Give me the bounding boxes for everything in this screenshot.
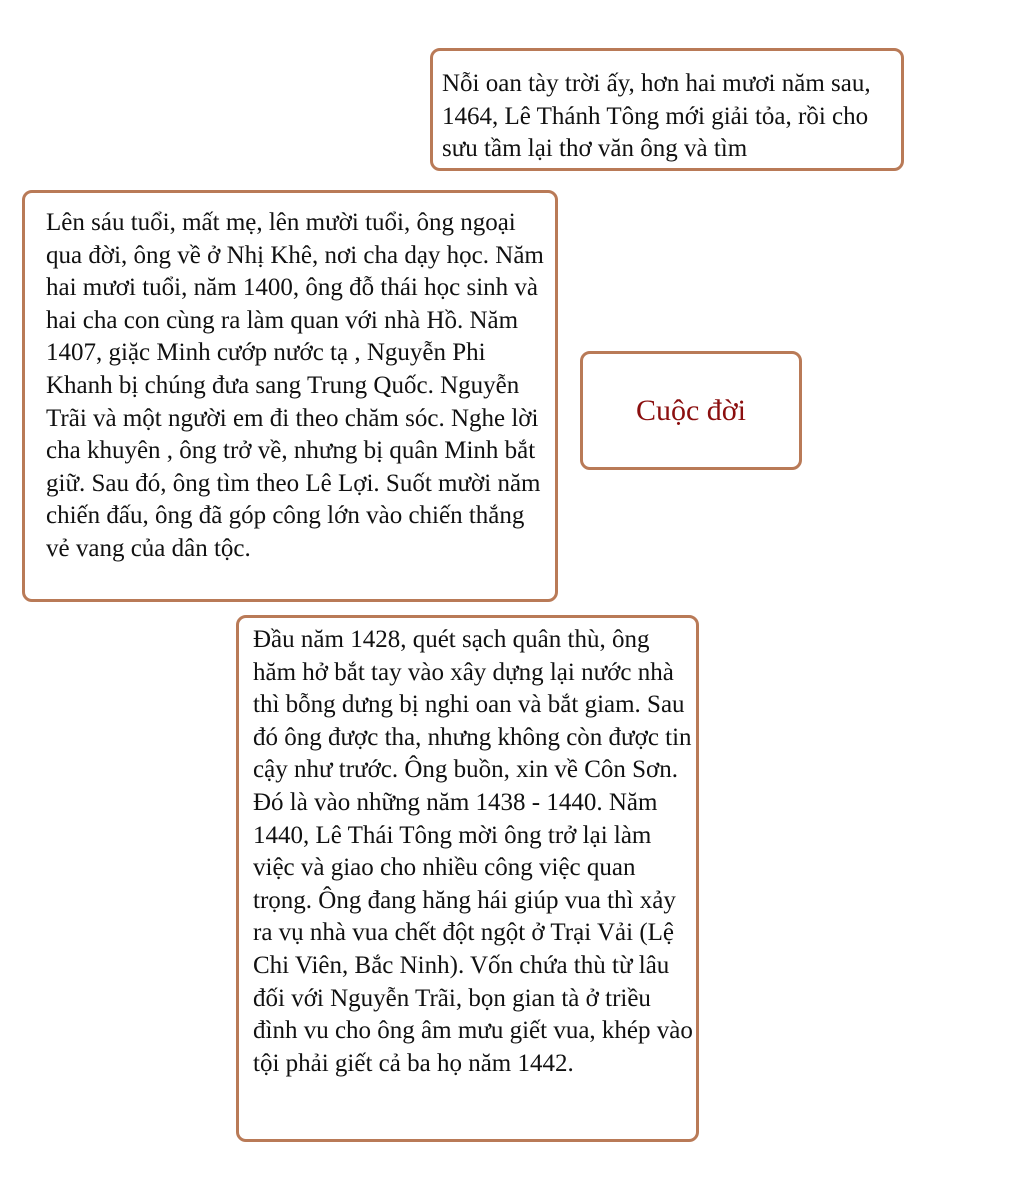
- early-life-text: Lên sáu tuổi, mất mẹ, lên mười tuổi, ông ngoại qua đời, ông về ở Nhị Khê, nơi cha dạy học. Năm hai mươi tuổi, năm 1400, ông đỗ thái học sinh và hai cha con cùng ra làm quan với nhà Hồ. Năm 1407, giặc Minh cướp nước tạ , Nguyễn Phi Khanh bị chúng đưa sang Trung Quốc. Nguyễn Trãi và một người em đi theo chăm sóc. Nghe lời cha khuyên , ông trở về, nhưng bị quân Minh bắt giữ. Sau đó, ông tìm theo Lê Lợi. Suốt mười năm chiến đấu, ông đã góp công lớn vào chiến thắng vẻ vang của dân tộc.: [46, 209, 544, 562]
- title-box: [580, 351, 802, 470]
- text-box-early-life: [22, 190, 558, 602]
- later-life-text: Đầu năm 1428, quét sạch quân thù, ông hăm hở bắt tay vào xây dựng lại nước nhà thì bỗng dưng bị nghi oan và bắt giam. Sau đó ông được tha, nhưng không còn được tin cậy như trước. Ông buồn, xin về Côn Sơn. Đó là vào những năm 1438 - 1440. Năm 1440, Lê Thái Tông mời ông trở lại làm việc và giao cho nhiều công việc quan trọng. Ông đang hăng hái giúp vua thì xảy ra vụ nhà vua chết đột ngột ở Trại Vải (Lệ Chi Viên, Bắc Ninh). Vốn chứa thù từ lâu đối với Nguyễn Trãi, bọn gian tà ở triều đình vu cho ông âm mưu giết vua, khép vào tội phải giết cả ba họ năm 1442.: [253, 626, 693, 1077]
- text-box-aftermath: [430, 48, 904, 171]
- aftermath-text: Nỗi oan tày trời ấy, hơn hai mươi năm sau, 1464, Lê Thánh Tông mới giải tỏa, rồi cho sưu tầm lại thơ văn ông và tìm: [442, 70, 871, 163]
- text-box-later-life: [236, 615, 699, 1142]
- diagram-title: Cuộc đời: [635, 393, 747, 427]
